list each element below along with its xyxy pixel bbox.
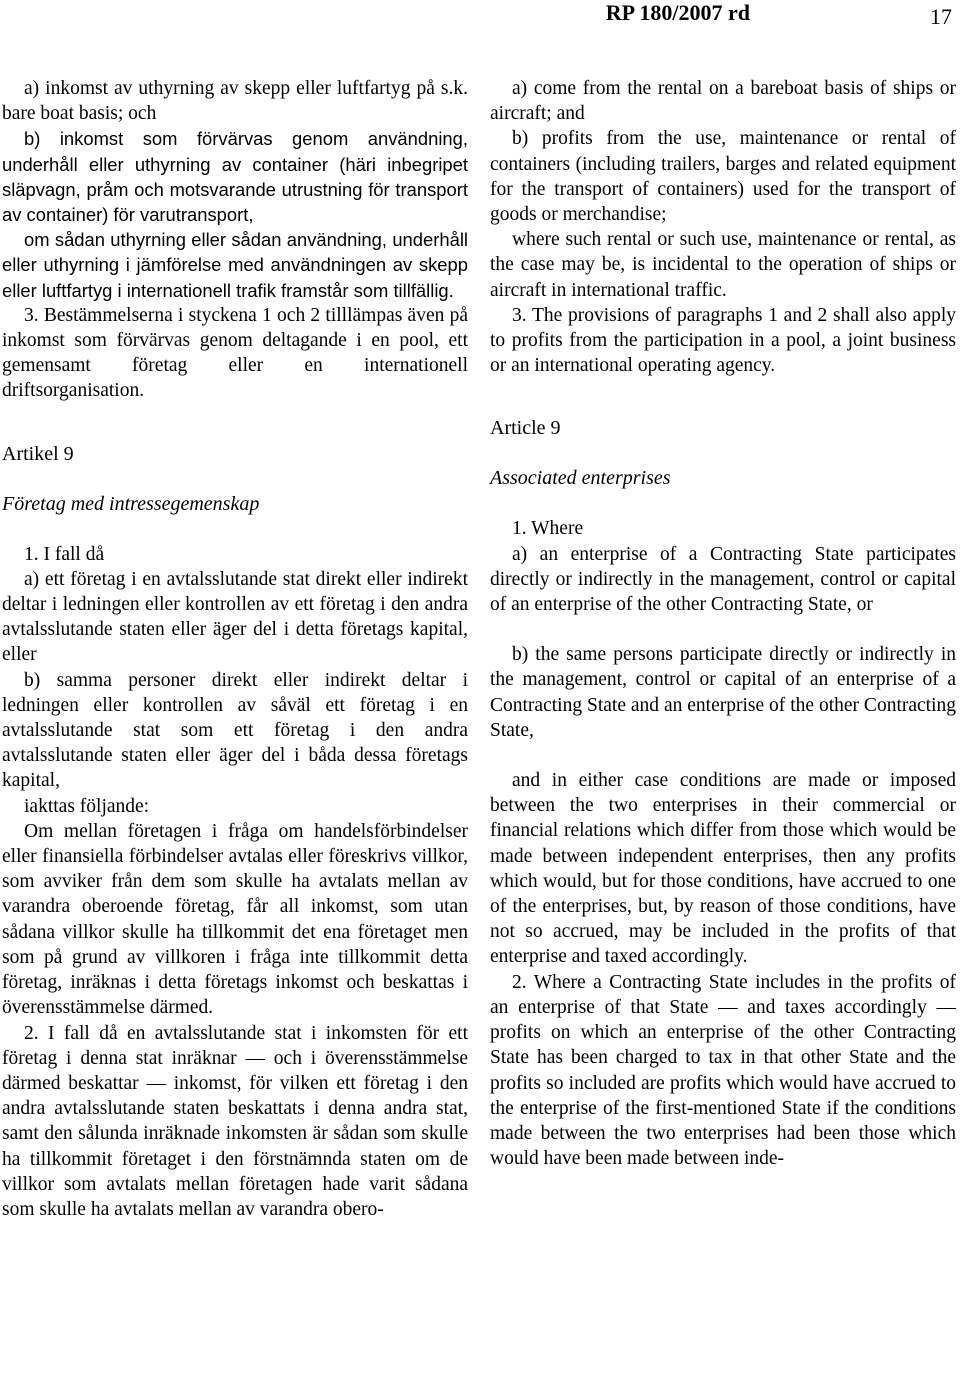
sv-paragraph-a: a) inkomst av uthyrning av skepp eller luftfartyg på s.k. bare boat basis; och: [2, 78, 468, 125]
en-paragraph-incidental: where such rental or such use, maintenance or rental, as the case may be, is incidental to the operation of ships or aircraft in international traffic.: [490, 229, 956, 301]
en-article-title: Associated enterprises: [490, 467, 671, 490]
swedish-column: [2, 76, 468, 1222]
en-article-heading: Article 9: [490, 417, 561, 440]
en-paragraph-conditions: and in either case conditions are made or imposed between the two enterprises in their commercial or financial relations which differ from those which would be made between independent enterprises, then any profits which would, but for those conditions, have accrued to one of the enterprises, but, by reason of those conditions, have not so accrued, may be included in the profits of that enterprise and taxed accordingly.: [490, 770, 956, 968]
sv-article-title: Företag med intressegemenskap: [2, 492, 260, 515]
page-number: 17: [930, 4, 952, 29]
en-paragraph-b: b) profits from the use, maintenance or rental of containers (including trailers, barges and related equipment for the transport of containers) used for the transport of goods or merchandise;: [490, 128, 956, 226]
en-paragraph-2: 2. Where a Contracting State includes in the profits of an enterprise of that State — and taxes accordingly — profits on which an enterprise of the other Contracting State has been charged to tax in that other State and the profits so included are profits which would have accrued to the enterprise of the first-mentioned State if the conditions made between the two enterprises had been those which would have been made between inde-: [490, 971, 956, 1170]
sv-paragraph-1b: b) samma personer direkt eller indirekt deltar i ledningen eller kontrollen av såväl ett företag i en avtalsslutande stat som ett företag i den andra avtalsslutande staten eller äger del i båda dessa företags kapital,: [2, 669, 468, 792]
en-paragraph-a: a) come from the rental on a bareboat basis of ships or aircraft; and: [490, 78, 956, 125]
sv-paragraph-1a: a) ett företag i en avtalsslutande stat direkt eller indirekt deltar i ledningen eller kontrollen av ett företag i den andra avtalsslutande staten eller äger del i detta företags kapital, eller: [2, 568, 468, 666]
english-column: [490, 76, 956, 1171]
sv-paragraph-2: 2. I fall då en avtalsslutande stat i inkomsten för ett företag i denna stat inräknar — och i överensstämmelse därmed beskattar — inkomst, för vilken ett företag i den andra avtalsslutande staten beskattats i denna andra stat, samt den sålunda inräknade inkomsten är sådan som skulle ha tillkommit företaget i den förstnämnda staten om de villkor som avtalats mellan företagen hade varit sådana som skulle ha avtalats mellan av varandra obero-: [2, 1022, 468, 1220]
sv-paragraph-incidental: om sådan uthyrning eller sådan användning, underhåll eller uthyrning i jämförelse med användningen av skepp eller luftfartyg i internationell trafik framstår som tillfällig.: [2, 229, 468, 301]
sv-paragraph-observe: iakttas följande:: [24, 795, 150, 817]
document-reference: RP 180/2007 rd: [605, 0, 750, 25]
en-paragraph-3: 3. The provisions of paragraphs 1 and 2 shall also apply to profits from the participation in a pool, a joint business or an international operating agency.: [490, 304, 956, 377]
sv-paragraph-conditions: Om mellan företagen i fråga om handelsförbindelser eller finansiella förbindelser avtalas eller föreskrivs villkor, som avviker från dem som skulle ha avtalats mellan av varandra oberoende företag, får all inkomst, som utan sådana villkor skulle ha tillkommit det ena företaget men som på grund av villkoren i fråga inte tillkommit detta företag, inräknas i detta företags inkomst och beskattas i överensstämmelse därmed.: [2, 820, 468, 1019]
en-paragraph-1b: b) the same persons participate directly or indirectly in the management, control or capital of an enterprise of a Contracting State and an enterprise of the other Contracting State,: [490, 644, 956, 741]
page-header: [0, 0, 960, 30]
sv-article-heading: Artikel 9: [2, 442, 74, 465]
sv-paragraph-b: b) inkomst som förvärvas genom användning, underhåll eller uthyrning av container (häri inbegripet släpvagn, pråm och motsvarande utrustning för transport av container) för varutransport,: [2, 128, 468, 226]
sv-paragraph-1: 1. I fall då: [24, 543, 105, 565]
en-paragraph-1a: a) an enterprise of a Contracting State participates directly or indirectly in the management, control or capital of an enterprise of the other Contracting State, or: [490, 543, 956, 616]
sv-paragraph-3: 3. Bestämmelserna i styckena 1 och 2 tilllämpas även på inkomst som förvärvas genom deltagande i en pool, ett gemensamt företag eller en internationell driftsorganisation.: [2, 304, 468, 402]
en-paragraph-1: 1. Where: [512, 518, 584, 540]
